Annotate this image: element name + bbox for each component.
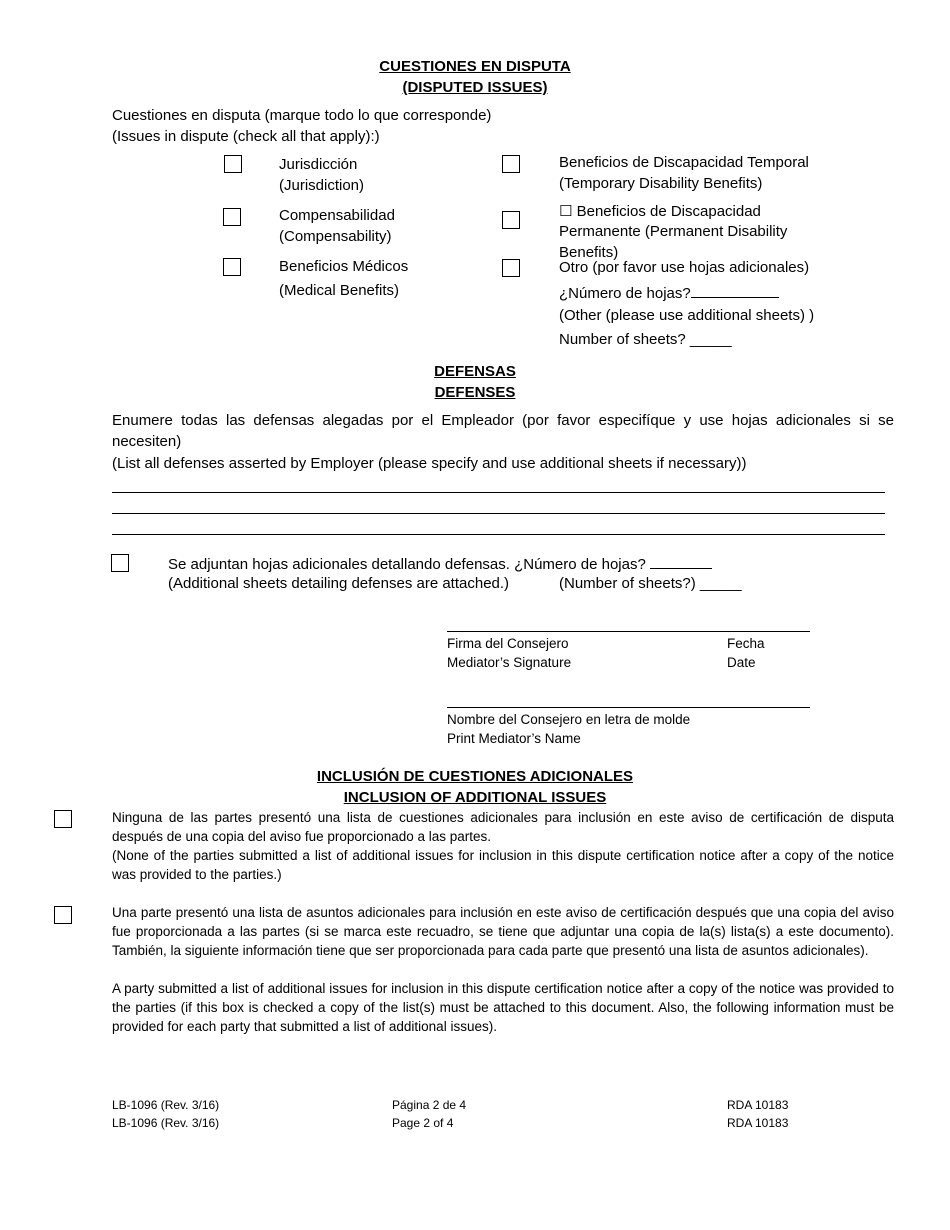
medical-benefits-checkbox[interactable]: [223, 258, 241, 276]
no-additional-issues-checkbox[interactable]: [54, 810, 72, 828]
other-issue-label-es: Otro (por favor use hojas adicionales): [559, 259, 810, 276]
defense-line-3[interactable]: [112, 534, 885, 535]
mediator-name-label-en: Print Mediator’s Name: [447, 731, 581, 746]
footer-form-number-en: LB-1096 (Rev. 3/16): [112, 1116, 220, 1130]
party-additional-issues-text-es: Una parte presentó una lista de asuntos adicionales para inclusión en este aviso de certificación después que una copia del aviso fue proporcionada a las partes (si se marca este recuadro, se tiene que adjuntar una copia de la(s) lista(s) a este documento). También, la siguiente información tiene que ser proporcionada para cada parte que presentó una lista de asuntos adicionales).: [112, 905, 894, 958]
mediator-name-line[interactable]: [447, 707, 810, 708]
mediator-name-label-es: Nombre del Consejero en letra de molde: [447, 712, 691, 727]
mediator-signature-label-es: Firma del Consejero: [447, 636, 569, 651]
party-additional-issues-text-en: A party submitted a list of additional issues for inclusion in this dispute certification notice after a copy of the notice was provided to the parties (if this box is checked a copy of the list(s) must be attached to this document. Also, the following information must be provided for each party that submitted a list of additional issues).: [112, 981, 894, 1034]
other-issue-label-en: (Other (please use additional sheets) ): [559, 307, 815, 324]
defenses-instruction-en: (List all defenses asserted by Employer (please specify and use additional sheets if necessary)): [112, 455, 747, 472]
defenses-attached-sheets-en[interactable]: (Number of sheets?) _____: [559, 575, 742, 592]
defenses-attached-es-label: Se adjuntan hojas adicionales detallando defensas. ¿Número de hojas?: [168, 556, 646, 573]
compensability-label-en: (Compensability): [279, 228, 392, 245]
defenses-attached-checkbox[interactable]: [111, 554, 129, 572]
date-label-es: Fecha: [727, 636, 765, 651]
jurisdiction-checkbox[interactable]: [224, 155, 242, 173]
temporary-disability-label-es: Beneficios de Discapacidad Temporal: [559, 154, 809, 171]
date-label-en: Date: [727, 655, 756, 670]
other-issue-sheets-es-field[interactable]: [691, 281, 779, 298]
other-issue-sheets-en[interactable]: Number of sheets? _____: [559, 331, 732, 348]
compensability-label-es: Compensabilidad: [279, 207, 395, 224]
no-additional-issues-text-es: Ninguna de las partes presentó una lista de cuestiones adicionales para inclusión en este aviso de certificación de disputa después de una copia del aviso fue proporcionado a las partes.: [112, 810, 894, 844]
footer-rda-es: RDA 10183: [727, 1098, 789, 1112]
mediator-signature-label-en: Mediator’s Signature: [447, 655, 572, 670]
disputed-intro-es: Cuestiones en disputa (marque todo lo que corresponde): [112, 107, 492, 124]
disputed-issues-title-es: CUESTIONES EN DISPUTA: [379, 58, 571, 75]
permanent-disability-label-3: Benefits): [559, 244, 619, 261]
medical-benefits-label-es: Beneficios Médicos: [279, 258, 409, 275]
defenses-attached-en: (Additional sheets detailing defenses are attached.): [168, 575, 510, 592]
defense-line-2[interactable]: [112, 513, 885, 514]
medical-benefits-label-en: (Medical Benefits): [279, 282, 400, 299]
defenses-instruction-es: Enumere todas las defensas alegadas por el Empleador (por favor especifíque y use hojas adicionales si se necesiten): [112, 412, 894, 450]
disputed-issues-title-en: (DISPUTED ISSUES): [402, 79, 548, 96]
other-issue-sheets-es-label: ¿Número de hojas?: [559, 285, 691, 302]
additional-issues-title-es: INCLUSIÓN DE CUESTIONES ADICIONALES: [316, 768, 634, 785]
defenses-title-en: DEFENSES: [434, 384, 516, 401]
no-additional-issues-text-en: (None of the parties submitted a list of additional issues for inclusion in this dispute certification notice after a copy of the notice was provided to the parties.): [112, 848, 894, 882]
jurisdiction-label-en: (Jurisdiction): [279, 177, 365, 194]
other-issue-checkbox[interactable]: [502, 259, 520, 277]
defenses-title-es: DEFENSAS: [434, 363, 516, 380]
permanent-disability-checkbox[interactable]: [502, 211, 520, 229]
permanent-disability-label-1: ☐ Beneficios de Discapacidad: [559, 203, 761, 220]
footer-page-es: Página 2 de 4: [392, 1098, 467, 1112]
defense-line-1[interactable]: [112, 492, 885, 493]
compensability-checkbox[interactable]: [223, 208, 241, 226]
permanent-disability-label-2: Permanente (Permanent Disability: [559, 223, 788, 240]
party-additional-issues-checkbox[interactable]: [54, 906, 72, 924]
disputed-intro-en: (Issues in dispute (check all that apply):): [112, 128, 380, 145]
defenses-attached-es: [168, 552, 712, 575]
mediator-signature-line[interactable]: [447, 631, 810, 632]
footer-form-number-es: LB-1096 (Rev. 3/16): [112, 1098, 220, 1112]
defenses-attached-es-field[interactable]: [650, 552, 712, 569]
jurisdiction-label-es: Jurisdicción: [279, 156, 358, 173]
other-issue-sheets-es: [559, 281, 779, 304]
temporary-disability-label-en: (Temporary Disability Benefits): [559, 175, 763, 192]
temporary-disability-checkbox[interactable]: [502, 155, 520, 173]
footer-page-en: Page 2 of 4: [392, 1116, 454, 1130]
footer-rda-en: RDA 10183: [727, 1116, 789, 1130]
additional-issues-title-en: INCLUSION OF ADDITIONAL ISSUES: [343, 789, 607, 806]
